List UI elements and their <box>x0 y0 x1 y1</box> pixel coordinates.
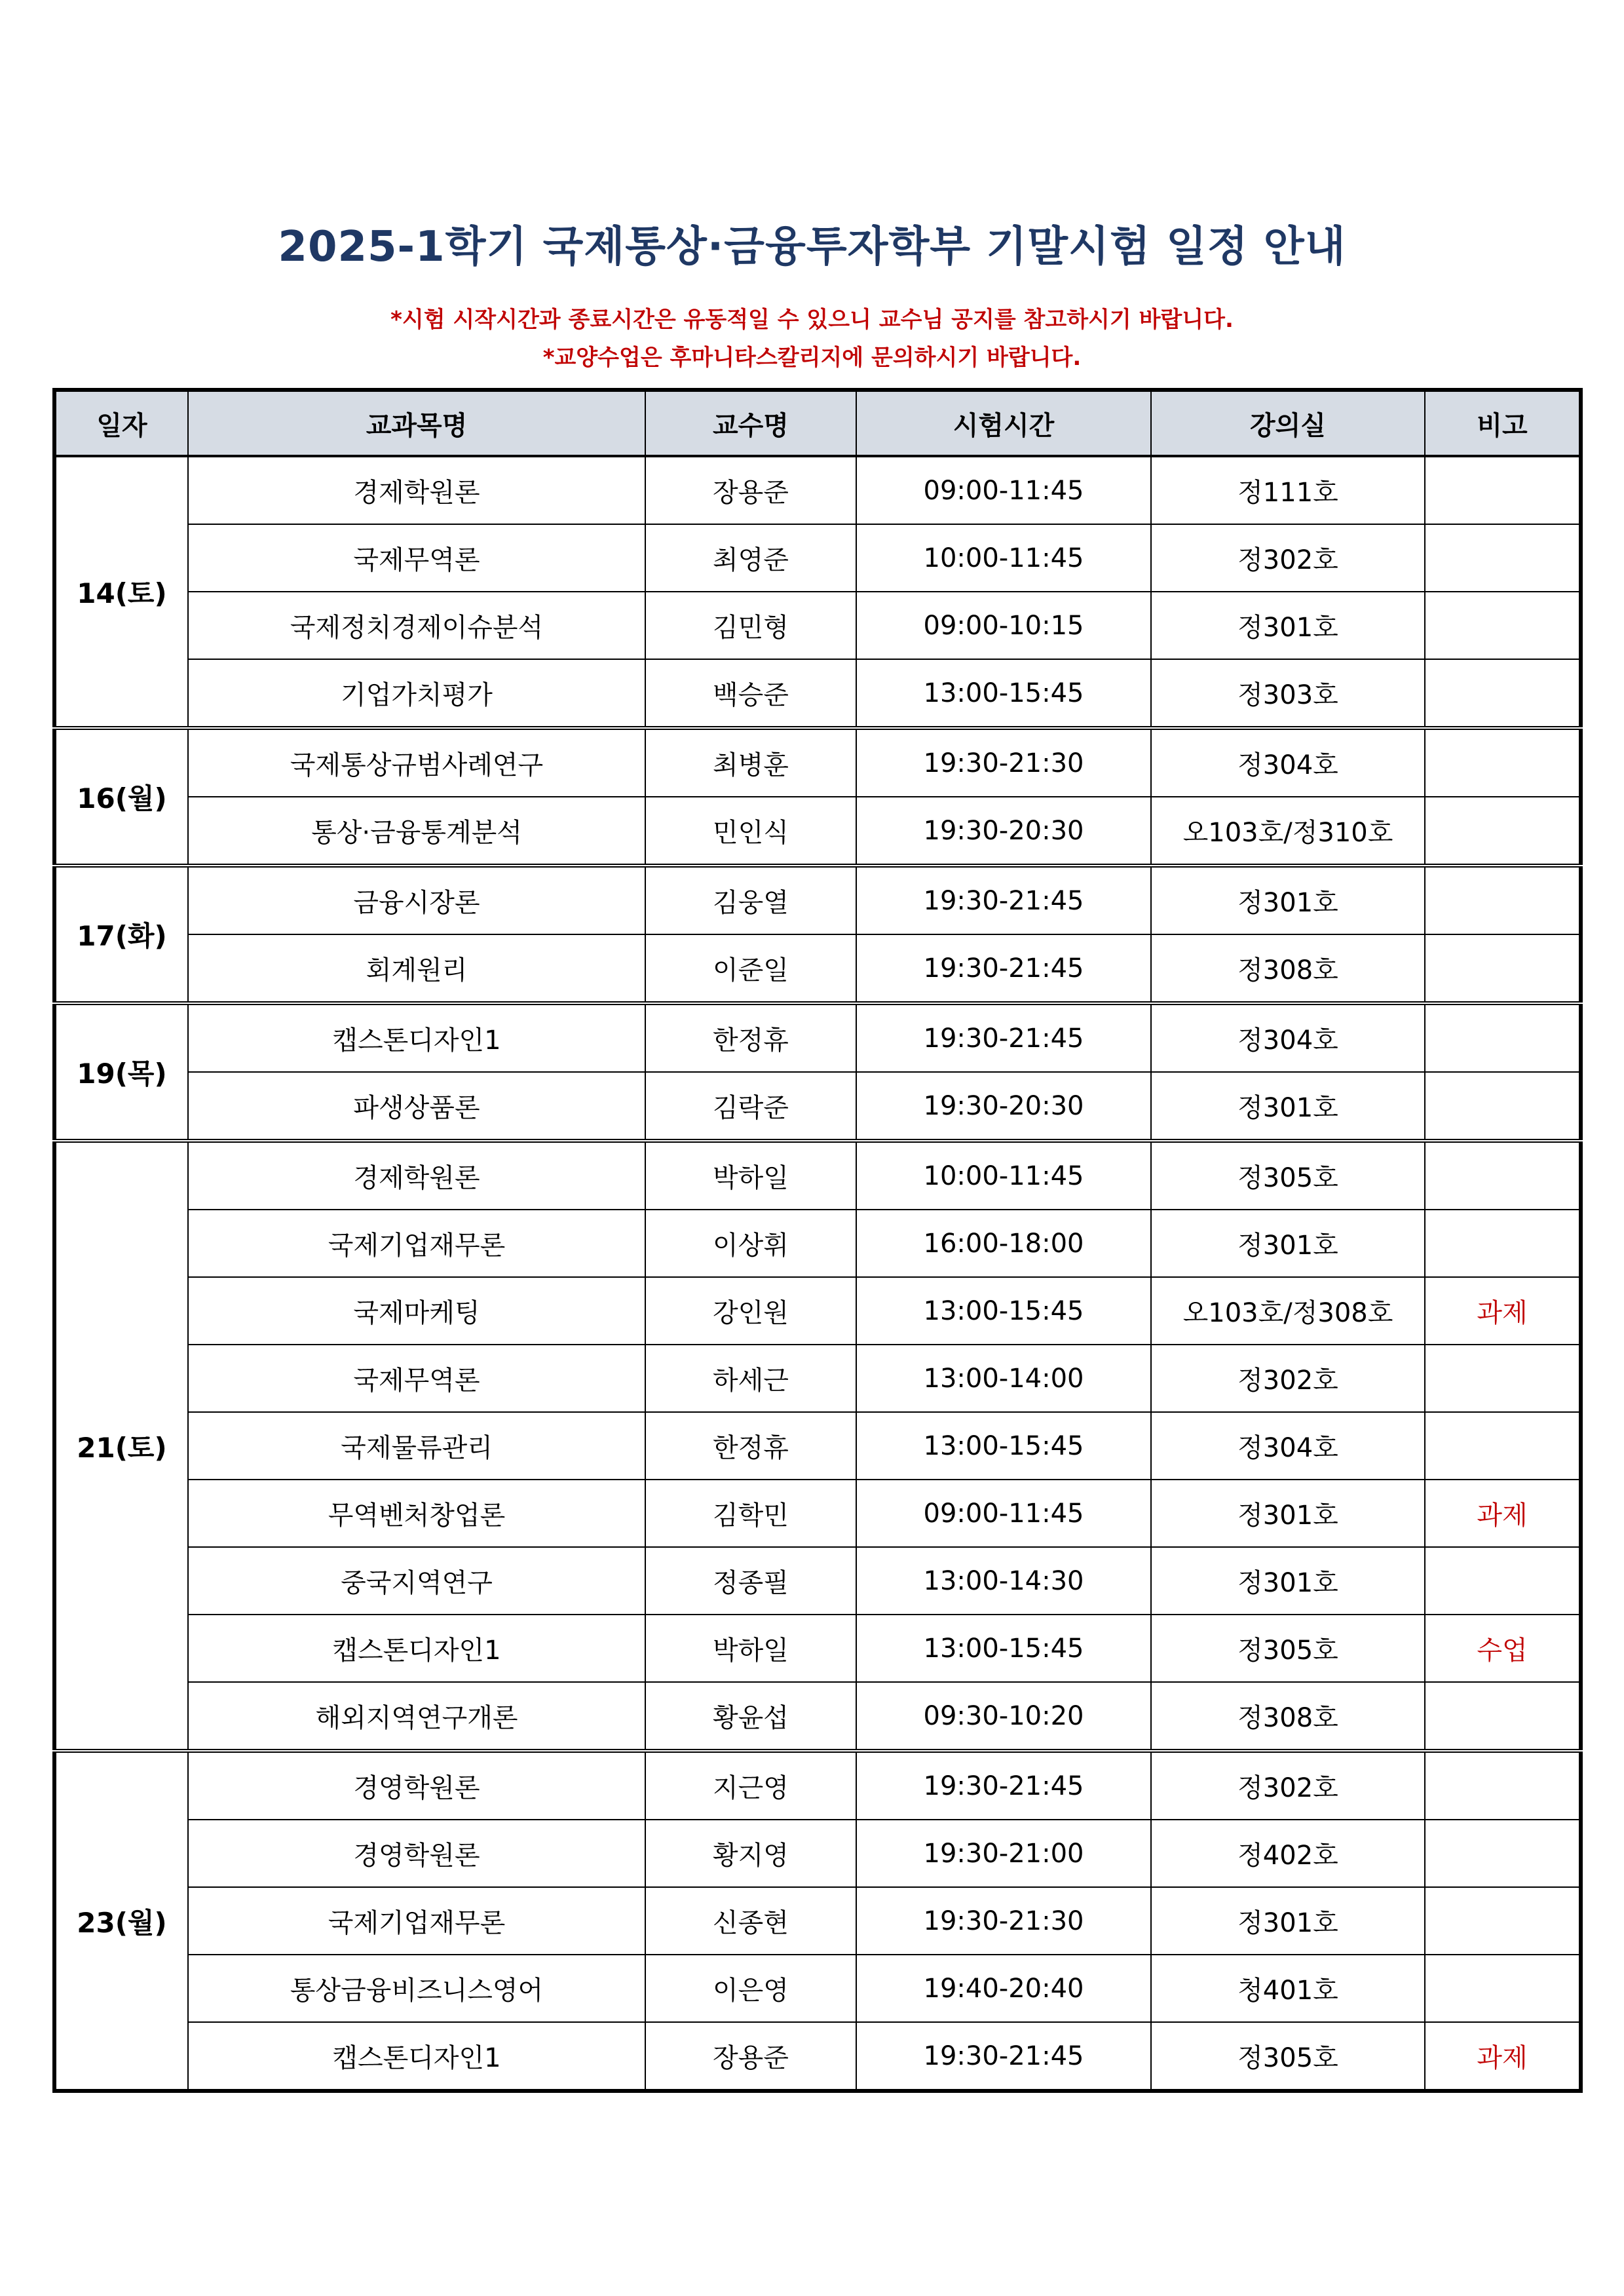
date-cell: 23(월) <box>54 1751 188 2091</box>
subject-cell: 경제학원론 <box>188 1141 645 1210</box>
time-cell: 09:00-10:15 <box>856 592 1151 659</box>
professor-cell: 이상휘 <box>645 1210 856 1277</box>
time-cell: 19:30-21:45 <box>856 934 1151 1003</box>
notice-line-1: *시험 시작시간과 종료시간은 유동적일 수 있으니 교수님 공지를 참고하시기 바랍니다. <box>390 307 1234 333</box>
time-cell: 13:00-14:30 <box>856 1547 1151 1615</box>
time-cell: 16:00-18:00 <box>856 1210 1151 1277</box>
table-body <box>54 456 1581 2091</box>
time-cell: 19:30-21:45 <box>856 866 1151 934</box>
subject-cell: 통상금융비즈니스영어 <box>188 1955 645 2022</box>
subject-cell: 캡스톤디자인1 <box>188 2022 645 2091</box>
remarks-cell <box>1425 659 1581 728</box>
table-row <box>54 1277 1581 1345</box>
room-cell: 정303호 <box>1151 659 1425 728</box>
subject-cell: 캡스톤디자인1 <box>188 1003 645 1072</box>
page-title: 2025-1학기 국제통상·금융투자학부 기말시험 일정 안내 <box>278 223 1346 271</box>
professor-cell: 민인식 <box>645 797 856 866</box>
professor-cell: 신종현 <box>645 1887 856 1955</box>
header-room: 강의실 <box>1151 390 1425 456</box>
date-cell: 16(월) <box>54 728 188 866</box>
subject-cell: 국제정치경제이슈분석 <box>188 592 645 659</box>
subject-cell: 경영학원론 <box>188 1751 645 1820</box>
remarks-cell <box>1425 1141 1581 1210</box>
remarks-cell: 수업 <box>1425 1615 1581 1682</box>
subject-cell: 통상·금융통계분석 <box>188 797 645 866</box>
subject-cell: 회계원리 <box>188 934 645 1003</box>
header-subject: 교과목명 <box>188 390 645 456</box>
professor-cell: 강인원 <box>645 1277 856 1345</box>
time-cell: 09:00-11:45 <box>856 456 1151 524</box>
remarks-cell <box>1425 934 1581 1003</box>
table-row <box>54 1141 1581 1210</box>
room-cell: 정304호 <box>1151 728 1425 797</box>
room-cell: 정302호 <box>1151 524 1425 592</box>
room-cell: 정301호 <box>1151 1480 1425 1547</box>
remarks-cell: 과제 <box>1425 2022 1581 2091</box>
subject-cell: 캡스톤디자인1 <box>188 1615 645 1682</box>
professor-cell: 하세근 <box>645 1345 856 1412</box>
remarks-cell <box>1425 728 1581 797</box>
professor-cell: 최영준 <box>645 524 856 592</box>
header-professor: 교수명 <box>645 390 856 456</box>
remarks-cell <box>1425 1345 1581 1412</box>
table-row <box>54 592 1581 659</box>
professor-cell: 김학민 <box>645 1480 856 1547</box>
time-cell: 19:30-20:30 <box>856 1072 1151 1141</box>
remarks-cell <box>1425 1412 1581 1480</box>
table-row <box>54 866 1581 934</box>
subject-cell: 중국지역연구 <box>188 1547 645 1615</box>
room-cell: 정301호 <box>1151 1210 1425 1277</box>
time-cell: 19:30-21:45 <box>856 2022 1151 2091</box>
professor-cell: 이은영 <box>645 1955 856 2022</box>
professor-cell: 황지영 <box>645 1820 856 1887</box>
subject-cell: 국제마케팅 <box>188 1277 645 1345</box>
date-cell: 21(토) <box>54 1141 188 1751</box>
remarks-cell: 과제 <box>1425 1480 1581 1547</box>
table-row <box>54 1682 1581 1751</box>
professor-cell: 황윤섭 <box>645 1682 856 1751</box>
time-cell: 19:30-21:45 <box>856 1003 1151 1072</box>
professor-cell: 김락준 <box>645 1072 856 1141</box>
table-row <box>54 1955 1581 2022</box>
room-cell: 정301호 <box>1151 1072 1425 1141</box>
header-remarks: 비고 <box>1425 390 1581 456</box>
subject-cell: 경제학원론 <box>188 456 645 524</box>
exam-schedule-table <box>52 388 1583 2093</box>
time-cell: 19:40-20:40 <box>856 1955 1151 2022</box>
time-cell: 19:30-21:30 <box>856 728 1151 797</box>
header-exam-time: 시험시간 <box>856 390 1151 456</box>
table-row <box>54 1751 1581 1820</box>
table-row <box>54 1887 1581 1955</box>
remarks-cell <box>1425 1682 1581 1751</box>
professor-cell: 정종필 <box>645 1547 856 1615</box>
subject-cell: 무역벤처창업론 <box>188 1480 645 1547</box>
professor-cell: 박하일 <box>645 1141 856 1210</box>
table-row <box>54 934 1581 1003</box>
professor-cell: 김웅열 <box>645 866 856 934</box>
remarks-cell <box>1425 1003 1581 1072</box>
professor-cell: 박하일 <box>645 1615 856 1682</box>
room-cell: 정402호 <box>1151 1820 1425 1887</box>
table-row <box>54 1072 1581 1141</box>
time-cell: 19:30-21:45 <box>856 1751 1151 1820</box>
remarks-cell: 과제 <box>1425 1277 1581 1345</box>
room-cell: 정308호 <box>1151 934 1425 1003</box>
remarks-cell <box>1425 797 1581 866</box>
time-cell: 19:30-21:00 <box>856 1820 1151 1887</box>
time-cell: 09:00-11:45 <box>856 1480 1151 1547</box>
professor-cell: 백승준 <box>645 659 856 728</box>
subject-cell: 금융시장론 <box>188 866 645 934</box>
room-cell: 청401호 <box>1151 1955 1425 2022</box>
time-cell: 10:00-11:45 <box>856 1141 1151 1210</box>
date-cell: 14(토) <box>54 456 188 728</box>
table-row <box>54 1412 1581 1480</box>
professor-cell: 장용준 <box>645 456 856 524</box>
table-row <box>54 1615 1581 1682</box>
professor-cell: 최병훈 <box>645 728 856 797</box>
subject-cell: 파생상품론 <box>188 1072 645 1141</box>
time-cell: 13:00-15:45 <box>856 1412 1151 1480</box>
room-cell: 정301호 <box>1151 1887 1425 1955</box>
header-date: 일자 <box>54 390 188 456</box>
notice-line-2: *교양수업은 후마니타스칼리지에 문의하시기 바랍니다. <box>542 345 1082 371</box>
remarks-cell <box>1425 1210 1581 1277</box>
table-row <box>54 456 1581 524</box>
table-row <box>54 1210 1581 1277</box>
subject-cell: 국제무역론 <box>188 524 645 592</box>
table-header-row <box>54 390 1581 456</box>
room-cell: 정308호 <box>1151 1682 1425 1751</box>
subject-cell: 해외지역연구개론 <box>188 1682 645 1751</box>
professor-cell: 한정휴 <box>645 1412 856 1480</box>
table-row <box>54 659 1581 728</box>
professor-cell: 지근영 <box>645 1751 856 1820</box>
table-row <box>54 1345 1581 1412</box>
room-cell: 정111호 <box>1151 456 1425 524</box>
remarks-cell <box>1425 1072 1581 1141</box>
remarks-cell <box>1425 524 1581 592</box>
time-cell: 19:30-20:30 <box>856 797 1151 866</box>
table-row <box>54 1820 1581 1887</box>
subject-cell: 국제기업재무론 <box>188 1210 645 1277</box>
room-cell: 정302호 <box>1151 1345 1425 1412</box>
remarks-cell <box>1425 1751 1581 1820</box>
table-row <box>54 797 1581 866</box>
remarks-cell <box>1425 1547 1581 1615</box>
time-cell: 09:30-10:20 <box>856 1682 1151 1751</box>
professor-cell: 장용준 <box>645 2022 856 2091</box>
table-row <box>54 728 1581 797</box>
professor-cell: 이준일 <box>645 934 856 1003</box>
table-row <box>54 524 1581 592</box>
subject-cell: 기업가치평가 <box>188 659 645 728</box>
remarks-cell <box>1425 1820 1581 1887</box>
professor-cell: 김민형 <box>645 592 856 659</box>
professor-cell: 한정휴 <box>645 1003 856 1072</box>
remarks-cell <box>1425 456 1581 524</box>
subject-cell: 국제물류관리 <box>188 1412 645 1480</box>
time-cell: 13:00-15:45 <box>856 1277 1151 1345</box>
table-row <box>54 1003 1581 1072</box>
remarks-cell <box>1425 1887 1581 1955</box>
remarks-cell <box>1425 866 1581 934</box>
room-cell: 정305호 <box>1151 1615 1425 1682</box>
room-cell: 정304호 <box>1151 1412 1425 1480</box>
subject-cell: 국제기업재무론 <box>188 1887 645 1955</box>
time-cell: 13:00-15:45 <box>856 659 1151 728</box>
remarks-cell <box>1425 1955 1581 2022</box>
remarks-cell <box>1425 592 1581 659</box>
room-cell: 오103호/정308호 <box>1151 1277 1425 1345</box>
table-row <box>54 1480 1581 1547</box>
time-cell: 10:00-11:45 <box>856 524 1151 592</box>
table-row <box>54 1547 1581 1615</box>
room-cell: 정304호 <box>1151 1003 1425 1072</box>
date-cell: 19(목) <box>54 1003 188 1141</box>
table-row <box>54 2022 1581 2091</box>
room-cell: 정302호 <box>1151 1751 1425 1820</box>
date-cell: 17(화) <box>54 866 188 1003</box>
room-cell: 정301호 <box>1151 866 1425 934</box>
subject-cell: 국제무역론 <box>188 1345 645 1412</box>
subject-cell: 경영학원론 <box>188 1820 645 1887</box>
subject-cell: 국제통상규범사례연구 <box>188 728 645 797</box>
time-cell: 13:00-14:00 <box>856 1345 1151 1412</box>
room-cell: 정305호 <box>1151 1141 1425 1210</box>
time-cell: 13:00-15:45 <box>856 1615 1151 1682</box>
time-cell: 19:30-21:30 <box>856 1887 1151 1955</box>
room-cell: 정301호 <box>1151 1547 1425 1615</box>
room-cell: 오103호/정310호 <box>1151 797 1425 866</box>
room-cell: 정301호 <box>1151 592 1425 659</box>
room-cell: 정305호 <box>1151 2022 1425 2091</box>
